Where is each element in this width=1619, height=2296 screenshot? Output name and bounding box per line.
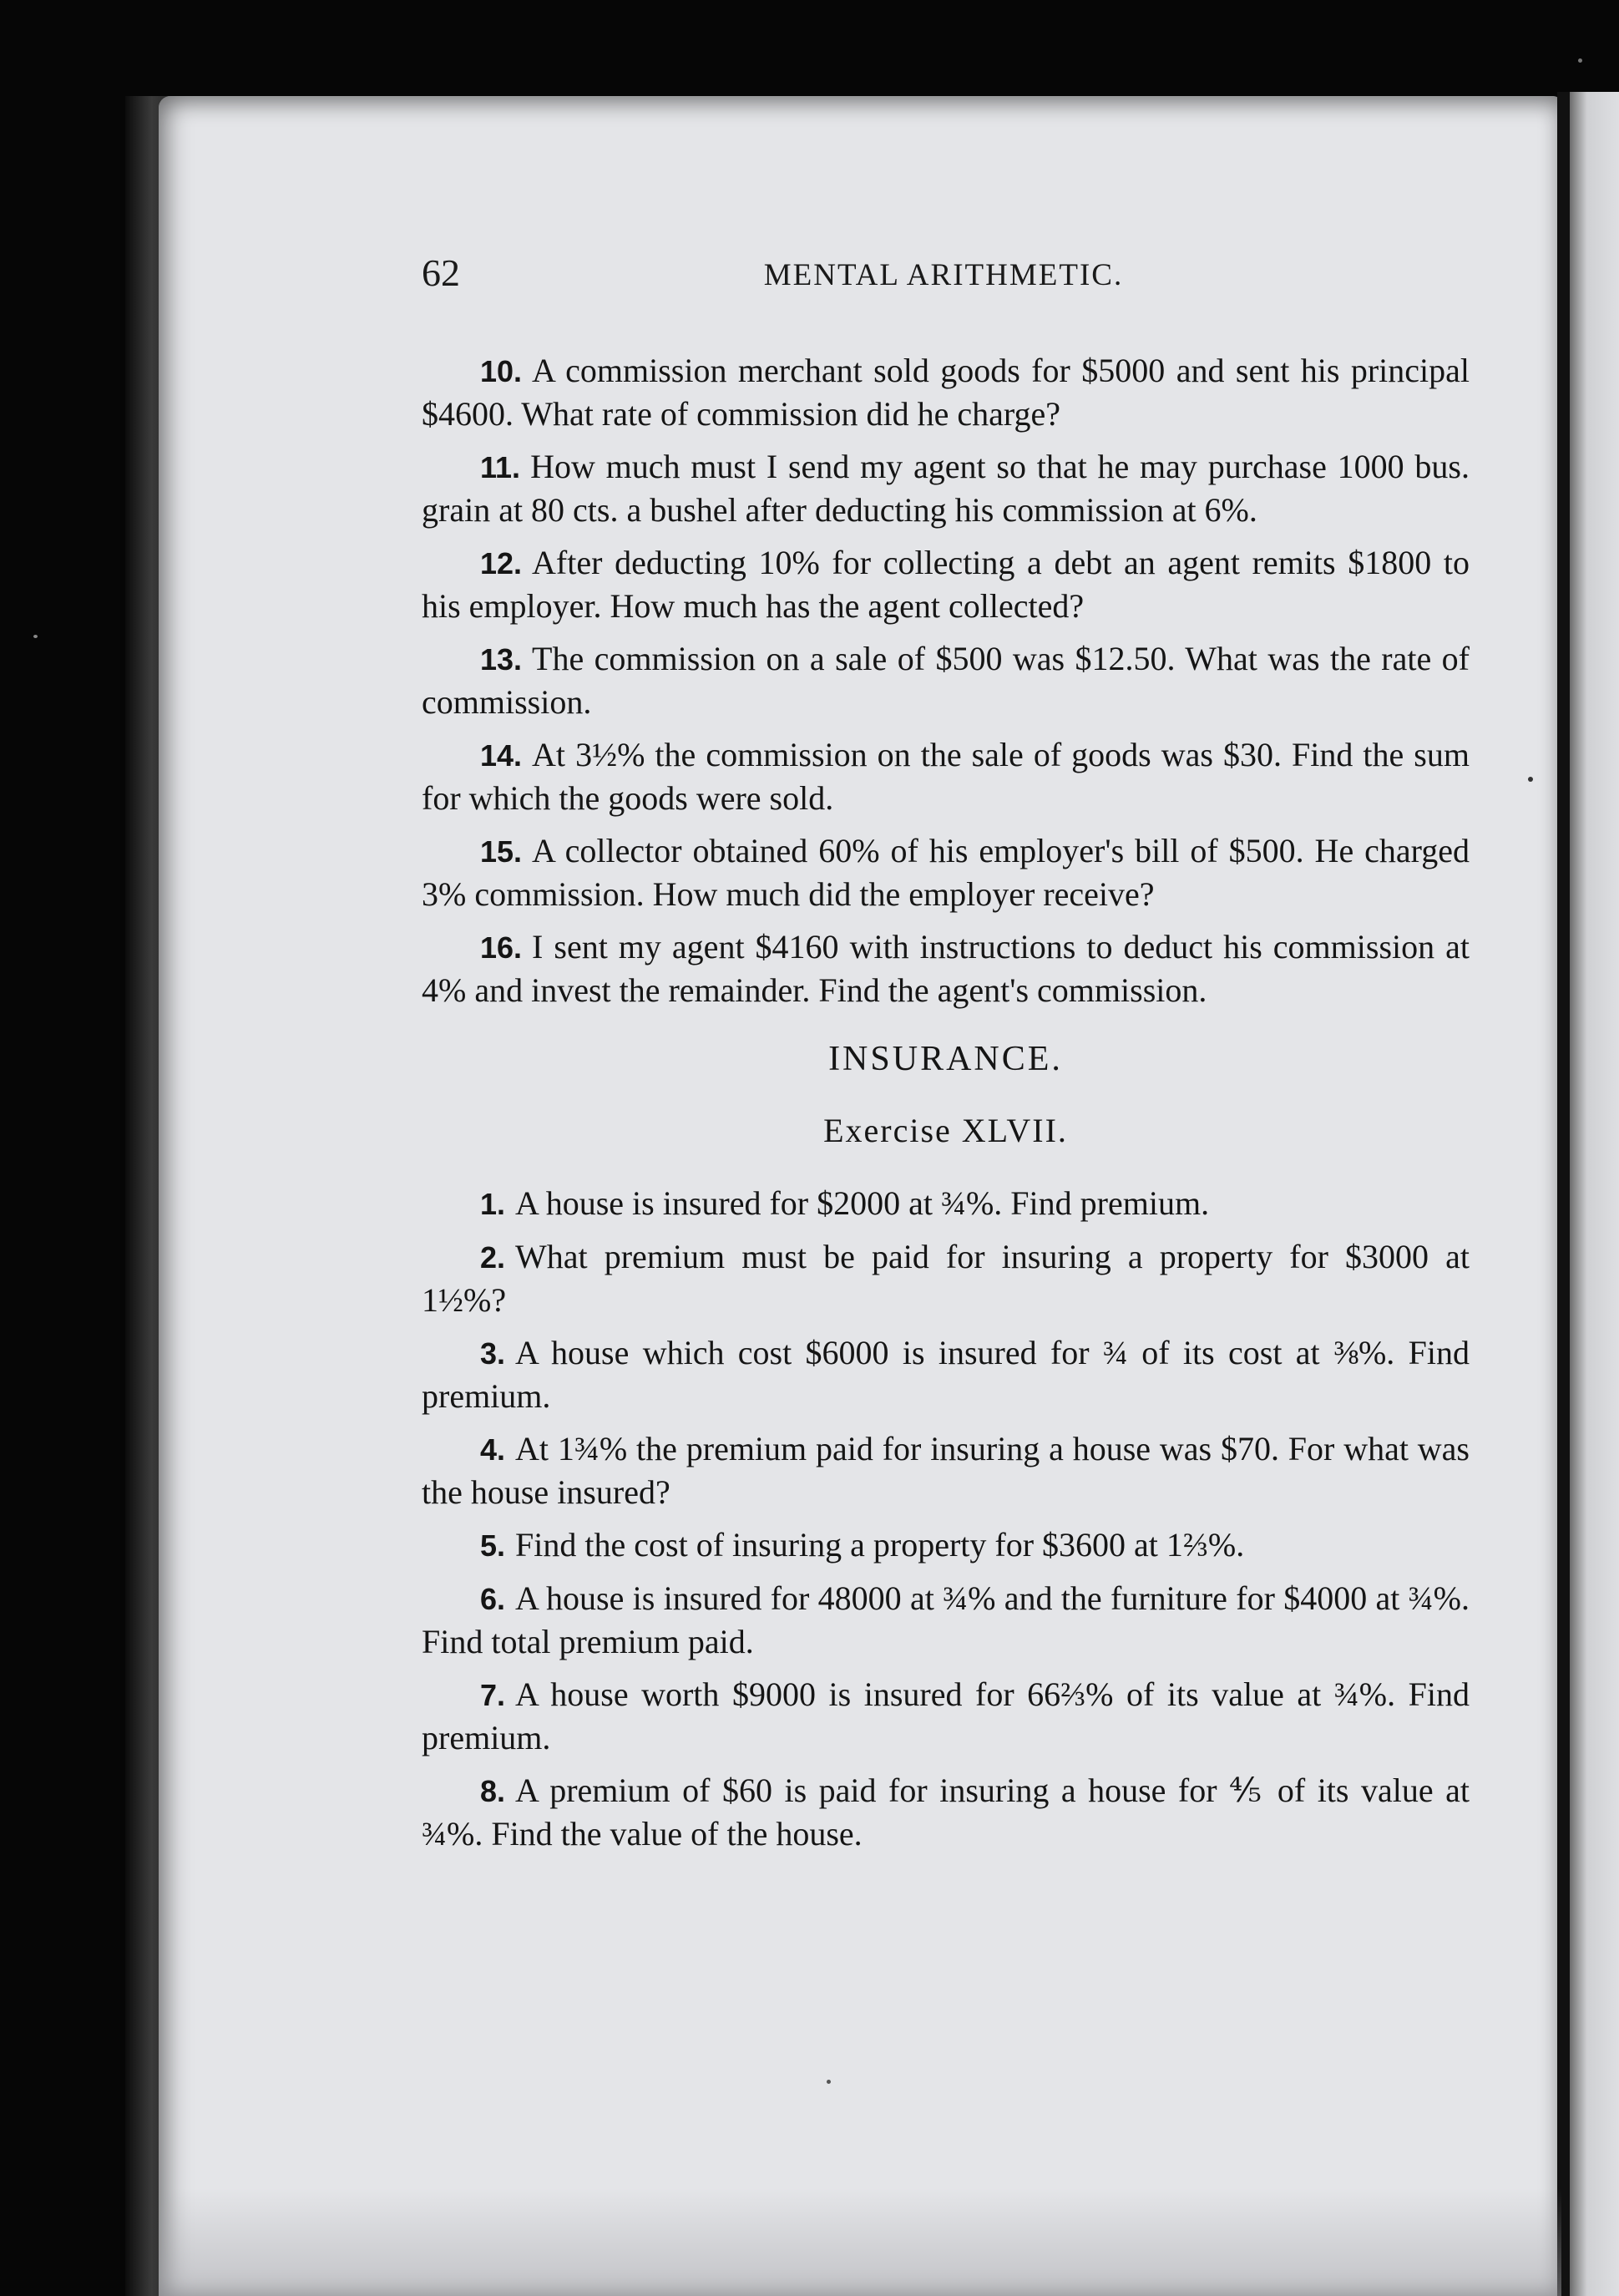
problem-number: 11. [480, 450, 521, 484]
problem-item [422, 1331, 1470, 1417]
problem-item [422, 1235, 1470, 1321]
problem-item [422, 1673, 1470, 1759]
problem-item [422, 541, 1470, 627]
problem-text: Find the cost of insuring a property for $3600 at 1⅔%. [515, 1526, 1245, 1564]
section-title: INSURANCE. [828, 1040, 1063, 1078]
problem-text: A house is insured for 48000 at ¾% and the furniture for $4000 at ¾%. Find total premium paid. [422, 1579, 1470, 1660]
problem-number: 8. [480, 1774, 506, 1808]
dust-speck [827, 2080, 831, 2084]
problem-item [422, 733, 1470, 819]
problem-number: 10. [480, 354, 523, 388]
problem-item [422, 445, 1470, 531]
problem-text: A commission merchant sold goods for $5000 and sent his principal $4600. What rate of commission did he charge? [422, 352, 1470, 433]
problem-number: 13. [480, 642, 523, 677]
problem-number: 5. [480, 1528, 506, 1563]
problem-text: The commission on a sale of $500 was $12.50. What was the rate of commission. [422, 640, 1470, 721]
problem-text: At 3½% the commission on the sale of goods was $30. Find the sum for which the goods were sold. [422, 736, 1470, 817]
problem-item [422, 1182, 1470, 1225]
problem-item [422, 637, 1470, 723]
problem-item [422, 829, 1470, 915]
problem-number: 16. [480, 930, 523, 965]
problem-item [422, 349, 1470, 435]
problem-text: A house is insured for $2000 at ¾%. Find premium. [515, 1184, 1210, 1222]
problem-number: 15. [480, 834, 523, 869]
facing-page-edge [1570, 92, 1619, 2296]
problem-text: A collector obtained 60% of his employer's bill of $500. He charged 3% commission. How much did the employer receive? [422, 832, 1470, 913]
page-body [422, 349, 1470, 1865]
problem-text: A premium of $60 is paid for insuring a house for ⅘ of its value at ¾%. Find the value of the house. [422, 1771, 1470, 1853]
problem-number: 2. [480, 1240, 506, 1275]
problem-item [422, 1523, 1470, 1567]
problem-number: 12. [480, 546, 523, 580]
page-number: 62 [422, 251, 460, 294]
problem-text: A house which cost $6000 is insured for ¾ of its cost at ⅜%. Find premium. [422, 1334, 1470, 1415]
dust-speck [1528, 777, 1533, 782]
page-shadow [159, 2188, 1561, 2296]
problem-text: At 1¾% the premium paid for insuring a house was $70. For what was the house insured? [422, 1430, 1470, 1511]
dust-speck [1578, 58, 1582, 63]
problem-number: 14. [480, 738, 523, 773]
page-header [422, 251, 1465, 326]
problem-item [422, 1577, 1470, 1663]
problem-item [422, 925, 1470, 1011]
problem-text: How much must I send my agent so that he may purchase 1000 bus. grain at 80 cts. a bushel after deducting his commission at 6%. [422, 448, 1470, 529]
problem-number: 6. [480, 1582, 506, 1616]
problem-item [422, 1427, 1470, 1513]
running-head: MENTAL ARITHMETIC. [763, 258, 1124, 292]
problem-number: 7. [480, 1678, 506, 1712]
problem-number: 1. [480, 1187, 506, 1221]
dust-speck [33, 635, 38, 638]
problem-text: A house worth $9000 is insured for 66⅔% of its value at ¾%. Find premium. [422, 1675, 1470, 1756]
problem-text: I sent my agent $4160 with instructions to deduct his commission at 4% and invest the remainder. Find the agent's commission. [422, 928, 1470, 1009]
problem-number: 3. [480, 1336, 506, 1371]
problem-item [422, 1769, 1470, 1855]
exercise-title: Exercise XLVII. [823, 1112, 1068, 1149]
problem-text: After deducting 10% for collecting a debt an agent remits $1800 to his employer. How much has the agent collected? [422, 544, 1470, 625]
problem-text: What premium must be paid for insuring a property for $3000 at 1½%? [422, 1238, 1470, 1319]
problem-number: 4. [480, 1432, 506, 1467]
